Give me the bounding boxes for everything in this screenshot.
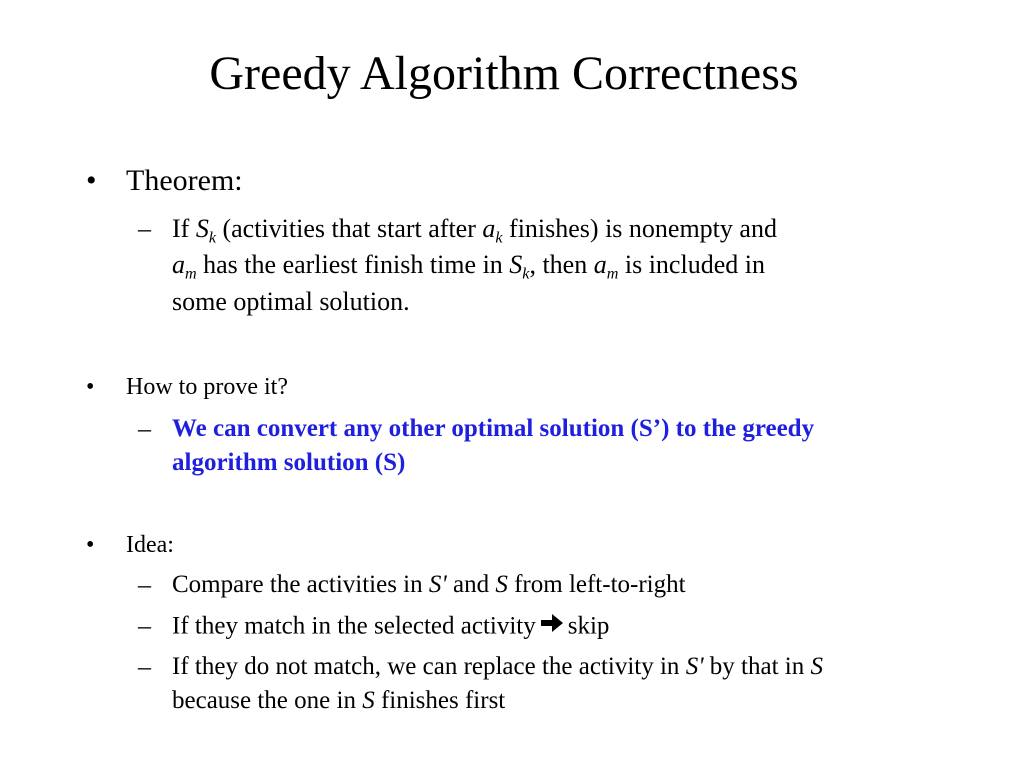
dash-icon: – [138,214,151,243]
theorem-line-3: some optimal solution. [172,287,410,316]
bullet-icon: • [86,532,95,558]
idea-item-2: If they match in the selected activity skip [172,609,609,647]
prove-line-2: algorithm solution (S) [172,449,406,476]
theorem-line-1: If $S_k$ (activities that start after $a_k$ finishes) is nonempty and [172,214,777,247]
prove-heading: How to prove it? [126,374,288,400]
theorem-heading: Theorem: [126,164,243,197]
dash-icon: – [138,414,151,443]
arrow-right-icon [540,609,564,643]
dash-icon: – [138,570,151,599]
bullet-theorem [86,163,243,199]
idea-item-3-line-1: If they do not match, we can replace the activity in S' by that in S [172,653,823,680]
idea-item-1: Compare the activities in S' and S from left-to-right [172,571,686,598]
idea-item-3-line-2: because the one in S finishes first [172,687,506,714]
theorem-line-2: $a_m$ has the earliest finish time in $S_k$, then $a_m$ is included in [172,250,765,283]
bullet-icon: • [86,164,97,197]
idea-heading: Idea: [126,532,174,558]
slide-title: Greedy Algorithm Correctness [209,47,799,100]
bullet-icon: • [86,374,95,400]
dash-icon: – [138,611,151,640]
dash-icon: – [138,652,151,681]
prove-line-1: We can convert any other optimal solution (S’) to the greedy [172,415,815,442]
